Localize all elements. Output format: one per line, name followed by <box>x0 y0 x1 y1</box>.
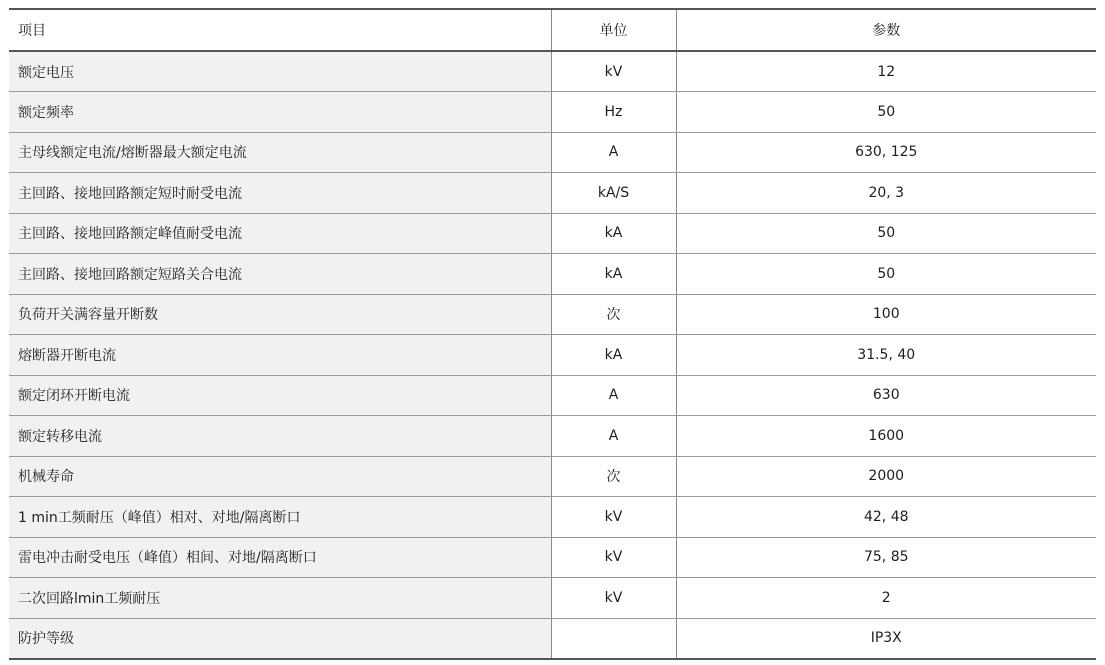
cell-item: 额定转移电流 <box>9 416 551 457</box>
table-row <box>9 51 1096 92</box>
cell-param: 630 <box>676 375 1096 416</box>
table-row <box>9 335 1096 376</box>
cell-unit <box>551 618 676 659</box>
cell-item: 主母线额定电流/熔断器最大额定电流 <box>9 132 551 173</box>
cell-param: 20, 3 <box>676 173 1096 214</box>
cell-item: 熔断器开断电流 <box>9 335 551 376</box>
table-body <box>9 51 1096 659</box>
cell-item: 雷电冲击耐受电压（峰值）相间、对地/隔离断口 <box>9 537 551 578</box>
cell-item: 主回路、接地回路额定短时耐受电流 <box>9 173 551 214</box>
cell-unit: A <box>551 132 676 173</box>
cell-unit: kA <box>551 213 676 254</box>
table-row <box>9 416 1096 457</box>
header-item: 项目 <box>9 9 551 51</box>
table-row <box>9 92 1096 133</box>
cell-param: 75, 85 <box>676 537 1096 578</box>
table-row <box>9 213 1096 254</box>
cell-param: 12 <box>676 51 1096 92</box>
cell-param: 31.5, 40 <box>676 335 1096 376</box>
table-row <box>9 375 1096 416</box>
table-row <box>9 132 1096 173</box>
cell-unit: kV <box>551 578 676 619</box>
spec-table <box>9 8 1096 660</box>
cell-unit: A <box>551 375 676 416</box>
cell-item: 负荷开关满容量开断数 <box>9 294 551 335</box>
cell-unit: kV <box>551 497 676 538</box>
cell-unit: 次 <box>551 456 676 497</box>
cell-param: 50 <box>676 254 1096 295</box>
cell-item: 额定闭环开断电流 <box>9 375 551 416</box>
cell-param: 50 <box>676 213 1096 254</box>
cell-item: 1 min工频耐压（峰值）相对、对地/隔离断口 <box>9 497 551 538</box>
cell-param: 50 <box>676 92 1096 133</box>
table-row <box>9 173 1096 214</box>
header-unit: 单位 <box>551 9 676 51</box>
table-row <box>9 537 1096 578</box>
cell-param: 2 <box>676 578 1096 619</box>
cell-unit: kV <box>551 51 676 92</box>
cell-item: 主回路、接地回路额定短路关合电流 <box>9 254 551 295</box>
cell-unit: kA/S <box>551 173 676 214</box>
cell-param: 100 <box>676 294 1096 335</box>
cell-unit: Hz <box>551 92 676 133</box>
cell-item: 二次回路lmin工频耐压 <box>9 578 551 619</box>
table-row <box>9 497 1096 538</box>
table-row <box>9 618 1096 659</box>
header-param: 参数 <box>676 9 1096 51</box>
cell-param: 630, 125 <box>676 132 1096 173</box>
table-row <box>9 578 1096 619</box>
cell-unit: kA <box>551 254 676 295</box>
cell-param: IP3X <box>676 618 1096 659</box>
header-row <box>9 9 1096 51</box>
cell-item: 主回路、接地回路额定峰值耐受电流 <box>9 213 551 254</box>
cell-param: 1600 <box>676 416 1096 457</box>
table-header <box>9 9 1096 51</box>
cell-unit: kA <box>551 335 676 376</box>
cell-unit: kV <box>551 537 676 578</box>
cell-unit: A <box>551 416 676 457</box>
cell-param: 42, 48 <box>676 497 1096 538</box>
table-row <box>9 294 1096 335</box>
cell-item: 额定电压 <box>9 51 551 92</box>
cell-param: 2000 <box>676 456 1096 497</box>
cell-item: 机械寿命 <box>9 456 551 497</box>
cell-item: 额定频率 <box>9 92 551 133</box>
cell-item: 防护等级 <box>9 618 551 659</box>
table-row <box>9 456 1096 497</box>
cell-unit: 次 <box>551 294 676 335</box>
table-row <box>9 254 1096 295</box>
